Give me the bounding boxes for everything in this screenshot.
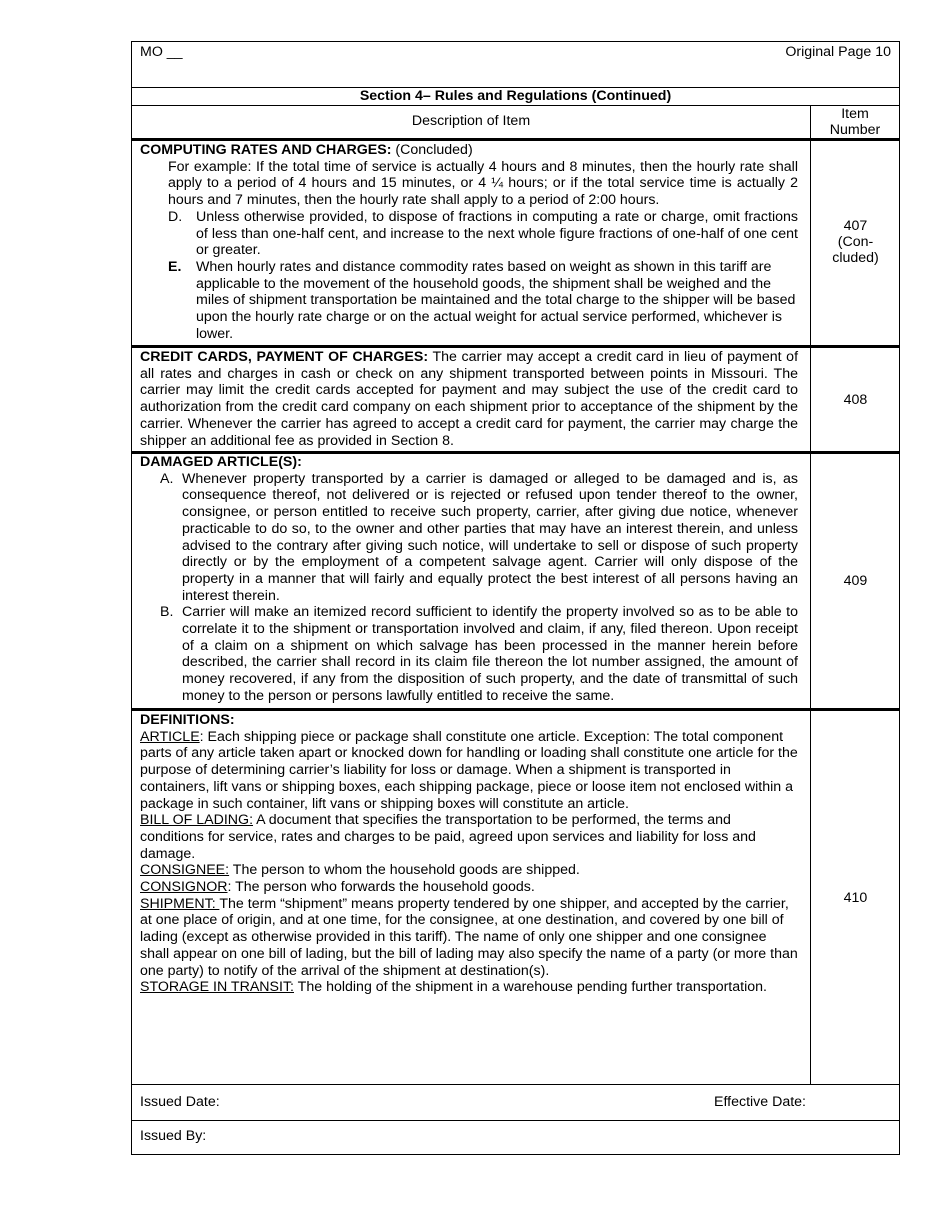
item-407-title: COMPUTING RATES AND CHARGES:: [140, 142, 392, 158]
item-407-number: 407: [843, 217, 868, 234]
definition-consignor-text: : The person who forwards the household goods.: [227, 879, 535, 896]
page-number: Original Page 10: [785, 44, 891, 60]
item-410-number-cell: [810, 711, 900, 1084]
issued-by-label: Issued By:: [140, 1128, 207, 1144]
item-409-list-item-a: [140, 471, 798, 605]
issued-date-label: Issued Date:: [140, 1094, 220, 1110]
definition-bill-of-lading-text: A document that specifies the transportation to be performed, the terms and conditions for service, rates and charges to be paid, agreed upon services and liability for loss and damage.: [140, 812, 756, 862]
definition-consignee-text: The person to whom the household goods are shipped.: [229, 862, 580, 879]
definition-consignee: [140, 862, 798, 879]
item-407-list-item-e: [140, 259, 798, 343]
item-409-description: [140, 454, 798, 705]
item-407-title-suffix: (Concluded): [391, 142, 473, 158]
page-header: [132, 42, 899, 88]
item-409-list-item-b: [140, 604, 798, 704]
item-409-number-cell: [810, 454, 900, 708]
item-407-list-item-d: [140, 209, 798, 259]
item-407-d-label: D.: [168, 208, 183, 225]
definition-shipment-term: SHIPMENT:: [140, 895, 220, 912]
item-number-column-header: [810, 105, 899, 138]
item-409-title: DAMAGED ARTICLE(S):: [140, 454, 302, 470]
definition-bill-of-lading-term: BILL OF LADING:: [140, 812, 254, 829]
item-number-header-line1: Item: [841, 106, 869, 122]
item-410-title: DEFINITIONS:: [140, 712, 235, 728]
item-409-number: 409: [843, 573, 868, 589]
definition-storage-in-transit-term: STORAGE IN TRANSIT:: [140, 979, 294, 996]
effective-date-label: Effective Date:: [714, 1094, 807, 1110]
item-410-number: 410: [843, 889, 868, 906]
item-408-description: [140, 349, 798, 449]
item-410-description: [140, 712, 798, 996]
definition-bill-of-lading: [140, 812, 798, 862]
section-title: Section 4– Rules and Regulations (Continued): [132, 87, 899, 106]
item-407-intro: For example: If the total time of service is actually 4 hours and 8 minutes, then the hourly rate shall apply to a period of 4 hours and 15 minutes, or 4 ¼ hours; or if the total service time is actually 2 hours and 7 minutes, then the hourly rate shall apply to a period of 2:00 hours.: [168, 158, 798, 209]
tariff-page: [131, 41, 900, 1155]
definition-article-term: ARTICLE: [140, 728, 200, 745]
item-407-description: [140, 142, 798, 342]
item-number-header-line2: Number: [829, 122, 881, 138]
definition-consignee-term: CONSIGNEE:: [140, 862, 230, 879]
item-408-number-cell: [810, 348, 900, 451]
item-408-row: [132, 348, 899, 454]
definition-consignor-term: CONSIGNOR: [140, 879, 228, 896]
item-409-a-label: A.: [160, 470, 174, 487]
description-column-header: Description of Item: [411, 113, 531, 129]
definition-article: [140, 729, 798, 813]
item-407-number-cell: [810, 138, 900, 345]
item-408-text: The carrier may accept a credit card in lieu of payment of all rates and charges in cash or check on any shipment transported between points in Missouri. The carrier may limit the credit cards accepted for payment and may subject the use of the credit card to authorization from the credit card company on each shipment prior to acceptance of the shipment by the carrier. Whenever the carrier has agreed to accept a credit card for payment, the carrier may charge the shipper an additional fee as provided in Section 8.: [140, 349, 799, 449]
item-409-b-text: Carrier will make an itemized record sufficient to identify the property involved so as to be able to correlate it to the shipment or transportation involved and claim, if any, filed thereon. Upon receipt of a claim on a shipment on which salvage has been processed in the manner herein before described, the carrier shall record in its claim file thereon the lot number assigned, the amount of money recovered, if any from the disposition of such property, and the date of transmittal of such money to the person or persons lawfully entitled to receive the same.: [182, 604, 798, 704]
item-407-concluded-1: (Con-: [837, 233, 874, 250]
item-410-row: [132, 711, 899, 1084]
definition-storage-in-transit-text: The holding of the shipment in a warehouse pending further transportation.: [294, 979, 767, 996]
column-header: [132, 105, 899, 141]
issued-by-row: [132, 1120, 899, 1154]
item-409-a-text: Whenever property transported by a carrier is damaged or alleged to be damaged and is, as consequence thereof, not delivered or is rejected or refused upon tender thereof to the owner, consignee, or person entitled to receive such property, carrier, after giving due notice, whenever practicable to do so, to the owner and other parties that may have an interest therein, and unless advised to the contrary after giving such notice, will undertake to sell or dispose of such property directly or by the employment of a competent salvage agent. Carrier will only dispose of the property in a manner that will fairly and equally protect the best interest of all persons having an interest therein.: [182, 470, 798, 604]
definition-shipment-text: The term “shipment” means property tendered by one shipper, and accepted by the carrier, at one place of origin, and at one time, for the consignee, at one destination, and covered by one bill of lading (except as otherwise provided in this tariff). The name of only one shipper and one consignee shall appear on one bill of lading, but the bill of lading may also specify the name of a party (or more than one party) to notify of the arrival of the shipment at destination(s).: [140, 895, 798, 979]
state-label: MO __: [140, 44, 183, 60]
item-408-number: 408: [843, 391, 868, 408]
issued-date-row: [132, 1084, 899, 1121]
item-407-concluded-2: cluded): [832, 249, 879, 266]
item-407-row: [132, 138, 899, 348]
item-409-row: [132, 454, 899, 711]
definition-consignor: [140, 879, 798, 896]
definition-storage-in-transit: [140, 979, 798, 996]
item-407-e-label: E.: [168, 258, 182, 275]
item-407-d-text: Unless otherwise provided, to dispose of fractions in computing a rate or charge, omit fractions of less than one-half cent, and increase to the next whole figure fractions of one-half of one cent or greater.: [196, 208, 798, 259]
definition-article-text: : Each shipping piece or package shall constitute one article. Exception: The total component parts of any article taken apart or knocked down for handling or loading shall constitute one article for the purpose of determining carrier’s liability for loss or damage. When a shipment is transported in containers, lift vans or shipping boxes, each shipping package, piece or loose item not enclosed within a package in such container, lift vans or shipping boxes will constitute an article.: [140, 728, 798, 812]
definition-shipment: [140, 896, 798, 980]
item-407-e-text: When hourly rates and distance commodity rates based on weight as shown in this tariff are applicable to the movement of the household goods, the shipment shall be weighed and the miles of shipment transportation be maintained and the total charge to the shipper will be based upon the hourly rate charge or on the actual weight for actual service performed, whichever is lower.: [196, 258, 796, 342]
item-408-title: CREDIT CARDS, PAYMENT OF CHARGES:: [140, 349, 429, 365]
item-409-b-label: B.: [160, 604, 174, 621]
